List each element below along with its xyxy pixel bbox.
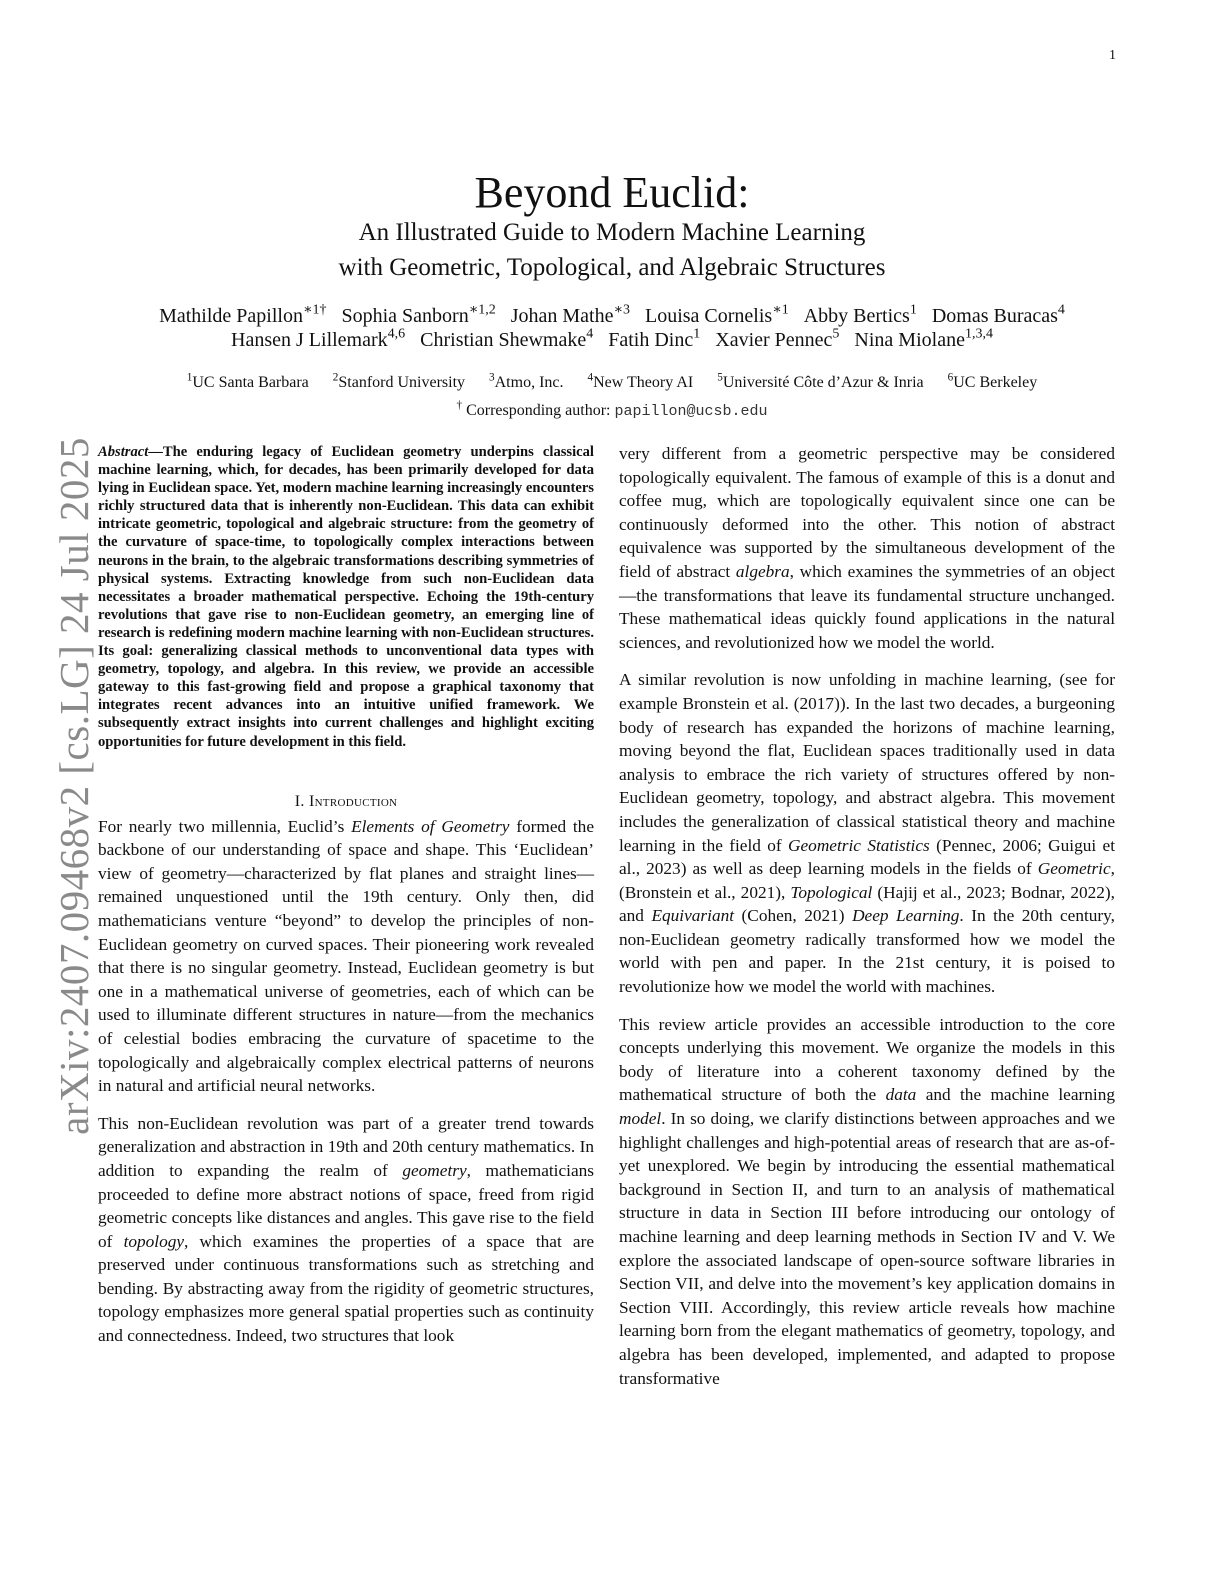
emphasized-text: algebra xyxy=(735,561,790,581)
text-run: and the machine learning xyxy=(916,1085,1116,1105)
author: Abby Bertics$^1$ xyxy=(803,302,917,327)
paper-subtitle-line2: with Geometric, Topological, and Algebraic Structures xyxy=(338,254,886,281)
author-list-line2 xyxy=(0,326,1224,354)
arxiv-stamp-text: arXiv:2407.09468v2 [cs.LG] 24 Jul 2025 xyxy=(51,437,97,1135)
section-heading: I. Introduction xyxy=(294,792,398,810)
emphasized-text: data xyxy=(885,1085,917,1105)
author: Fatih Dinc$^1$ xyxy=(608,326,701,351)
corresponding-author: † Corresponding author: papillon@ucsb.edu xyxy=(456,399,768,420)
emphasized-text: Topological xyxy=(790,882,873,902)
emphasized-text: geometry xyxy=(402,1160,467,1180)
author: Louisa Cornelis$^{∗1}$ xyxy=(645,302,789,327)
paragraph xyxy=(619,1013,1115,1391)
text-run: This non-Euclidean revolution was part of a greater trend towards generalization and abstraction in 19th and 20th century mathematics. In addition to expanding the realm of xyxy=(98,1113,594,1180)
emphasized-text: Geometric Statistics xyxy=(788,835,930,855)
affiliation: $^1$UC Santa Barbara xyxy=(186,371,309,391)
emphasized-text: Deep Learning xyxy=(852,906,960,926)
author: Nina Miolane$^{1,3,4}$ xyxy=(854,326,993,351)
emphasized-text: topology xyxy=(123,1231,185,1251)
text-run: very different from a geometric perspective may be considered topologically equivalent. The famous of example of this is a donut and coffee mug, which are topologically equivalent since one can be continuously deformed into the other. This notion of abstract equivalence was supported by the simultaneous development of the field of abstract xyxy=(619,444,1115,581)
affiliation: $^5$Université Côte d’Azur & Inria xyxy=(717,371,924,391)
email-link[interactable]: papillon@ucsb.edu xyxy=(614,403,768,420)
left-column xyxy=(98,443,594,1348)
affiliations xyxy=(0,372,1224,394)
text-run: (Cohen, 2021) xyxy=(734,906,853,926)
author: Mathilde Papillon$^{∗1\dagger}$ xyxy=(159,302,327,327)
paragraph xyxy=(619,668,1115,998)
emphasized-text: Elements of Geometry xyxy=(351,816,510,836)
text-run: , which examines the properties of a space that are preserved under continuous transformations such as stretching and bending. By abstracting away from the rigidity of geometric structures, topology emphasizes more general spatial properties such as continuity and connectedness. Indeed, two structures that look xyxy=(98,1231,594,1346)
text-run: (Pennec, 2006; Guigui et al., 2023) as well as deep learning models in the fields of xyxy=(619,835,1115,879)
affiliation: $^4$New Theory AI xyxy=(587,371,694,391)
text-run: , which examines the symmetries of an object—the transformations that leave its fundamental structure unchanged. These mathematical ideas quickly found applications in the natural sciences, and revolutionized how we model the world. xyxy=(619,561,1115,652)
text-run: For nearly two millennia, Euclid’s xyxy=(98,816,352,836)
text-run: , mathematicians proceeded to define more abstract notions of space, freed from rigid geometric concepts like distances and angles. This gave rise to the field of xyxy=(98,1160,594,1251)
author: Xavier Pennec$^5$ xyxy=(715,326,840,351)
text-run: . In the 20th century, non-Euclidean geometry radically transformed how we model the world with pen and paper. In the 21st century, it is poised to revolutionize how we model the world with machines. xyxy=(619,906,1115,997)
paragraph xyxy=(619,442,1115,654)
affiliation: $^2$Stanford University xyxy=(332,371,466,391)
paper-title: Beyond Euclid: xyxy=(474,168,750,217)
affiliation: $^6$UC Berkeley xyxy=(947,371,1038,391)
paper-subtitle-line1: An Illustrated Guide to Modern Machine Learning xyxy=(358,219,866,246)
page-number: 1 xyxy=(1109,48,1116,63)
text-run: This review article provides an accessible introduction to the core concepts underlying this movement. We organize the models in this body of literature into a coherent taxonomy defined by the mathematical structure of both the xyxy=(619,1014,1115,1105)
emphasized-text: model xyxy=(619,1109,662,1129)
right-column xyxy=(619,442,1115,1390)
abstract-text: —The enduring legacy of Euclidean geometry underpins classical machine learning, which, for decades, has been primarily developed for data lying in Euclidean space. Yet, modern machine learning increasingly encounters richly structured data that is inherently non-Euclidean. This data can exhibit intricate geometric, topological and algebraic structure: from the geometry of the curvature of space-time, to topologically complex interactions between neurons in the brain, to the algebraic transformations describing symmetries of physical systems. Extracting knowledge from such non-Euclidean data necessitates a broader mathematical perspective. Echoing the 19th-century revolutions that gave rise to non-Euclidean geometry, an emerging line of research is redefining modern machine learning with non-Euclidean structures. Its goal: generalizing classical methods to unconventional data types with geometry, topology, and algebra. In this review, we provide an accessible gateway to this fast-growing field and propose a graphical taxonomy that integrates recent advances into an intuitive unified framework. We subsequently extract insights into current challenges and highlight exciting opportunities for future development in this field. xyxy=(98,444,594,750)
author: Hansen J Lillemark$^{4,6}$ xyxy=(231,326,406,351)
text-run: A similar revolution is now unfolding in machine learning, (see for example Bronstein et al. (2017)). In the last two decades, a burgeoning body of research has expanded the horizons of machine learning, moving beyond the flat, Euclidean spaces traditionally used in data analysis to embrace the rich variety of structures offered by non-Euclidean geometry, topology, and abstract algebra. This movement includes the generalization of classical statistical theory and machine learning in the field of xyxy=(619,670,1115,855)
abstract-label: Abstract xyxy=(98,444,149,460)
author: Sophia Sanborn$^{∗1,2}$ xyxy=(341,302,496,327)
text-run: , (Bronstein et al., 2021), xyxy=(619,859,1115,902)
arxiv-stamp xyxy=(51,437,97,1135)
text-run: . In so doing, we clarify distinctions between approaches and we highlight challenges and high-potential areas of research that are as-of-yet unexplored. We begin by introducing the essential mathematical background in Section II, and turn to an analysis of mathematical structure in data in Section III before introducing our ontology of machine learning and deep learning methods in Section IV and V. We explore the associated landscape of open-source software libraries in Section VII, and delve into the movement’s key application domains in Section VIII. Accordingly, this review article reveals how machine learning born from the elegant mathematics of geometry, topology, and algebra has been developed, implemented, and adapted to propose transformative xyxy=(619,1109,1115,1388)
emphasized-text: Geometric xyxy=(1037,859,1111,879)
abstract xyxy=(98,443,594,751)
emphasized-text: Equivariant xyxy=(651,906,735,926)
affiliation: $^3$Atmo, Inc. xyxy=(489,371,564,391)
author: Domas Buracas$^4$ xyxy=(931,302,1065,327)
text-run: formed the backbone of our understanding of space and shape. This ‘Euclidean’ view of geometry—characterized by flat planes and straight lines—remained unquestioned until the 19th century. Only then, did mathematicians venture “beyond” to develop the principles of non-Euclidean geometry on curved spaces. Their pioneering work revealed that there is no singular geometry. Instead, Euclidean geometry is but one in a mathematical universe of geometries, each of which can be used to illuminate different structures in nature—from the mechanics of celestial bodies embracing the curvature of spacetime to the topologically and algebraically complex electrical patterns of neurons in natural and artificial neural networks. xyxy=(98,816,594,1096)
author: Christian Shewmake$^4$ xyxy=(420,326,594,351)
paragraph xyxy=(98,1112,594,1348)
paragraph xyxy=(98,815,594,1098)
text-run: (Hajij et al., 2023; Bodnar, 2022), and xyxy=(619,882,1115,926)
author: Johan Mathe$^{∗3}$ xyxy=(510,302,630,327)
